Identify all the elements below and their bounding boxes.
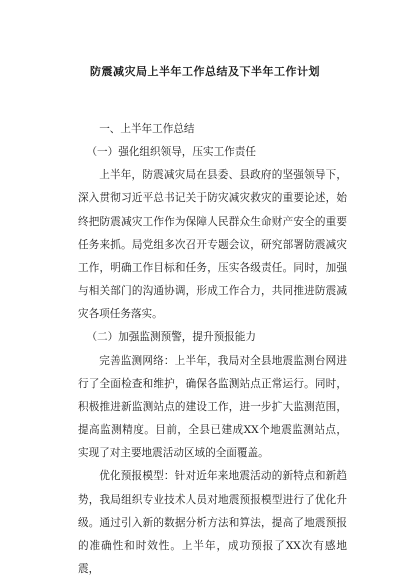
- paragraph: 完善监测网络：上半年，我局对全县地震监测台网进行了全面检查和维护，确保各监测站点正常运行。同时，积极推进新监测站点的建设工作，进一步扩大监测范围，提高监测精度。目前，全县已建成XX个地震监测站点，实现了对主要地震活动区域的全面覆盖。: [78, 354, 347, 460]
- paragraph: 优化预报模型：针对近年来地震活动的新特点和新趋势，我局组织专业技术人员对地震预报模型进行了优化升级。通过引入新的数据分析方法和算法，提高了地震预报的准确性和时效性。上半年，成功预报了XX次有感地震，: [78, 470, 347, 575]
- subsection-heading: （一）强化组织领导，压实工作责任: [86, 146, 256, 159]
- paragraph: 上半年，防震减灾局在县委、县政府的坚强领导下，深入贯彻习近平总书记关于防灾减灾救灾的重要论述，始终把防震减灾工作作为保障人民群众生命财产安全的重要任务来抓。局党组多次召开专题会议，研究部署防震减灾工作，明确工作目标和任务，压实各级责任。同时，加强与相关部门的沟通协调，形成工作合力，共同推进防震减灾各项任务落实。: [78, 169, 347, 321]
- document-title: 防震减灾局上半年工作总结及下半年工作计划: [90, 65, 320, 78]
- section-heading: 一、上半年工作总结: [99, 123, 195, 135]
- document-body: [78, 118, 347, 581]
- subsection-heading: （二）加强监测预警，提升预报能力: [86, 331, 256, 344]
